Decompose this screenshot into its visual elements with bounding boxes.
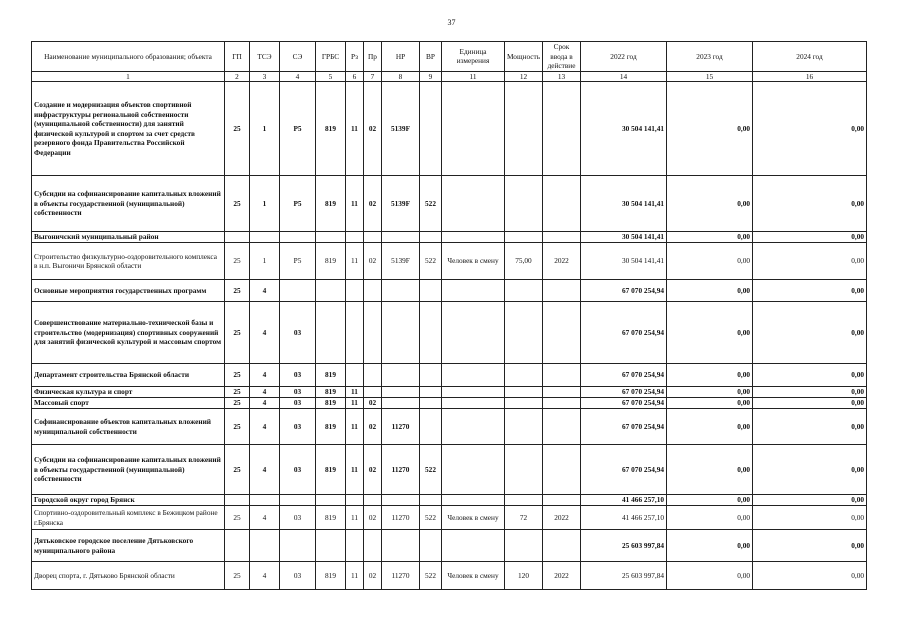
vr-cell bbox=[420, 387, 442, 398]
table-row bbox=[32, 82, 867, 176]
rz-cell bbox=[346, 530, 364, 562]
amount-2024-cell: 0,00 bbox=[753, 243, 867, 280]
column-number: 9 bbox=[420, 71, 442, 82]
amount-2024-cell: 0,00 bbox=[753, 280, 867, 302]
amount-2022-cell: 25 603 997,84 bbox=[581, 562, 667, 590]
nr-cell bbox=[382, 495, 420, 506]
se-cell: 03 bbox=[280, 409, 316, 445]
se-cell: 03 bbox=[280, 387, 316, 398]
nr-cell: 11270 bbox=[382, 506, 420, 530]
amount-2024-cell: 0,00 bbox=[753, 398, 867, 409]
amount-2024-cell: 0,00 bbox=[753, 495, 867, 506]
table-row bbox=[32, 409, 867, 445]
amount-2023-cell: 0,00 bbox=[667, 243, 753, 280]
table-row bbox=[32, 176, 867, 232]
grbs-cell: 819 bbox=[316, 398, 346, 409]
object-name-cell: Субсидии на софинансирование капитальных вложений в объекты государственной (муниципальной) собственности bbox=[32, 176, 225, 232]
capacity-cell: 75,00 bbox=[505, 243, 543, 280]
rz-cell bbox=[346, 364, 364, 387]
vr-cell bbox=[420, 530, 442, 562]
unit-cell bbox=[442, 530, 505, 562]
gp-cell: 25 bbox=[225, 176, 250, 232]
gp-cell: 25 bbox=[225, 398, 250, 409]
table-row bbox=[32, 445, 867, 495]
amount-2024-cell: 0,00 bbox=[753, 232, 867, 243]
amount-2022-cell: 67 070 254,94 bbox=[581, 387, 667, 398]
amount-2023-cell: 0,00 bbox=[667, 506, 753, 530]
gp-cell: 25 bbox=[225, 280, 250, 302]
object-name-cell: Строительство физкультурно-оздоровительного комплекса в н.п. Выгоничи Брянской области bbox=[32, 243, 225, 280]
commission-year-cell bbox=[543, 409, 581, 445]
amount-2024-cell: 0,00 bbox=[753, 364, 867, 387]
pr-cell: 02 bbox=[364, 409, 382, 445]
column-number: 6 bbox=[346, 71, 364, 82]
amount-2023-cell: 0,00 bbox=[667, 364, 753, 387]
table-row bbox=[32, 364, 867, 387]
capacity-cell bbox=[505, 530, 543, 562]
gp-cell bbox=[225, 530, 250, 562]
unit-cell bbox=[442, 398, 505, 409]
amount-2024-cell: 0,00 bbox=[753, 445, 867, 495]
header-cell: НР bbox=[382, 42, 420, 72]
capacity-cell: 120 bbox=[505, 562, 543, 590]
object-name-cell: Массовый спорт bbox=[32, 398, 225, 409]
se-cell: 03 bbox=[280, 398, 316, 409]
column-number: 11 bbox=[442, 71, 505, 82]
commission-year-cell bbox=[543, 232, 581, 243]
amount-2024-cell: 0,00 bbox=[753, 302, 867, 364]
amount-2022-cell: 30 504 141,41 bbox=[581, 243, 667, 280]
column-number: 7 bbox=[364, 71, 382, 82]
grbs-cell: 819 bbox=[316, 176, 346, 232]
object-name-cell: Дятьковское городское поселение Дятьковского муниципального района bbox=[32, 530, 225, 562]
rz-cell: 11 bbox=[346, 562, 364, 590]
object-name-cell: Департамент строительства Брянской области bbox=[32, 364, 225, 387]
tse-cell: 4 bbox=[250, 445, 280, 495]
amount-2022-cell: 30 504 141,41 bbox=[581, 232, 667, 243]
unit-cell bbox=[442, 409, 505, 445]
grbs-cell bbox=[316, 495, 346, 506]
table-row bbox=[32, 506, 867, 530]
amount-2024-cell: 0,00 bbox=[753, 176, 867, 232]
se-cell bbox=[280, 530, 316, 562]
se-cell: 03 bbox=[280, 562, 316, 590]
se-cell: 03 bbox=[280, 364, 316, 387]
commission-year-cell: 2022 bbox=[543, 243, 581, 280]
amount-2022-cell: 67 070 254,94 bbox=[581, 364, 667, 387]
table-row bbox=[32, 530, 867, 562]
tse-cell: 4 bbox=[250, 364, 280, 387]
commission-year-cell bbox=[543, 445, 581, 495]
grbs-cell: 819 bbox=[316, 243, 346, 280]
commission-year-cell bbox=[543, 530, 581, 562]
se-cell bbox=[280, 495, 316, 506]
header-cell: 2023 год bbox=[667, 42, 753, 72]
column-number: 14 bbox=[581, 71, 667, 82]
unit-cell bbox=[442, 445, 505, 495]
rz-cell bbox=[346, 302, 364, 364]
unit-cell bbox=[442, 176, 505, 232]
capacity-cell bbox=[505, 398, 543, 409]
tse-cell: 1 bbox=[250, 82, 280, 176]
header-cell: Единица измерения bbox=[442, 42, 505, 72]
pr-cell: 02 bbox=[364, 562, 382, 590]
unit-cell: Человек в смену bbox=[442, 562, 505, 590]
amount-2024-cell: 0,00 bbox=[753, 506, 867, 530]
grbs-cell: 819 bbox=[316, 387, 346, 398]
column-number: 15 bbox=[667, 71, 753, 82]
commission-year-cell: 2022 bbox=[543, 506, 581, 530]
header-cell: ТСЭ bbox=[250, 42, 280, 72]
commission-year-cell bbox=[543, 302, 581, 364]
tse-cell: 1 bbox=[250, 243, 280, 280]
tse-cell bbox=[250, 495, 280, 506]
vr-cell: 522 bbox=[420, 506, 442, 530]
budget-table bbox=[31, 41, 867, 590]
pr-cell bbox=[364, 232, 382, 243]
column-number: 1 bbox=[32, 71, 225, 82]
object-name-cell: Совершенствование материально-технической базы и строительство (модернизация) спортивных сооружений для занятий физической культурой и массовым спортом bbox=[32, 302, 225, 364]
header-cell: Рз bbox=[346, 42, 364, 72]
pr-cell bbox=[364, 530, 382, 562]
vr-cell: 522 bbox=[420, 243, 442, 280]
table-row bbox=[32, 302, 867, 364]
header-cell: 2024 год bbox=[753, 42, 867, 72]
tse-cell bbox=[250, 530, 280, 562]
commission-year-cell bbox=[543, 280, 581, 302]
object-name-cell: Спортивно-оздоровительный комплекс в Бежицком районе г.Брянска bbox=[32, 506, 225, 530]
column-number: 8 bbox=[382, 71, 420, 82]
unit-cell: Человек в смену bbox=[442, 243, 505, 280]
amount-2024-cell: 0,00 bbox=[753, 409, 867, 445]
gp-cell: 25 bbox=[225, 387, 250, 398]
capacity-cell bbox=[505, 445, 543, 495]
rz-cell: 11 bbox=[346, 387, 364, 398]
grbs-cell: 819 bbox=[316, 562, 346, 590]
vr-cell: 522 bbox=[420, 445, 442, 495]
amount-2023-cell: 0,00 bbox=[667, 562, 753, 590]
vr-cell bbox=[420, 302, 442, 364]
grbs-cell: 819 bbox=[316, 82, 346, 176]
commission-year-cell bbox=[543, 398, 581, 409]
nr-cell bbox=[382, 364, 420, 387]
nr-cell bbox=[382, 280, 420, 302]
rz-cell bbox=[346, 495, 364, 506]
vr-cell bbox=[420, 495, 442, 506]
gp-cell bbox=[225, 232, 250, 243]
capacity-cell bbox=[505, 364, 543, 387]
nr-cell: 11270 bbox=[382, 445, 420, 495]
unit-cell bbox=[442, 82, 505, 176]
capacity-cell: 72 bbox=[505, 506, 543, 530]
amount-2023-cell: 0,00 bbox=[667, 387, 753, 398]
commission-year-cell bbox=[543, 82, 581, 176]
column-number: 13 bbox=[543, 71, 581, 82]
capacity-cell bbox=[505, 495, 543, 506]
se-cell bbox=[280, 280, 316, 302]
amount-2023-cell: 0,00 bbox=[667, 176, 753, 232]
amount-2023-cell: 0,00 bbox=[667, 82, 753, 176]
rz-cell bbox=[346, 280, 364, 302]
page-number: 37 bbox=[447, 18, 456, 27]
nr-cell bbox=[382, 398, 420, 409]
tse-cell: 4 bbox=[250, 387, 280, 398]
tse-cell: 4 bbox=[250, 302, 280, 364]
nr-cell bbox=[382, 232, 420, 243]
header-cell: Наименование муниципального образования; объекта bbox=[32, 42, 225, 72]
amount-2023-cell: 0,00 bbox=[667, 398, 753, 409]
header-cell: ВР bbox=[420, 42, 442, 72]
nr-cell: 11270 bbox=[382, 409, 420, 445]
rz-cell: 11 bbox=[346, 82, 364, 176]
amount-2023-cell: 0,00 bbox=[667, 232, 753, 243]
grbs-cell: 819 bbox=[316, 364, 346, 387]
amount-2022-cell: 30 504 141,41 bbox=[581, 82, 667, 176]
table-row bbox=[32, 495, 867, 506]
table-row bbox=[32, 232, 867, 243]
se-cell: P5 bbox=[280, 82, 316, 176]
gp-cell: 25 bbox=[225, 243, 250, 280]
object-name-cell: Физическая культура и спорт bbox=[32, 387, 225, 398]
se-cell: P5 bbox=[280, 243, 316, 280]
capacity-cell bbox=[505, 82, 543, 176]
pr-cell bbox=[364, 495, 382, 506]
amount-2022-cell: 41 466 257,10 bbox=[581, 506, 667, 530]
unit-cell bbox=[442, 232, 505, 243]
object-name-cell: Городской округ город Брянск bbox=[32, 495, 225, 506]
amount-2022-cell: 41 466 257,10 bbox=[581, 495, 667, 506]
column-number: 2 bbox=[225, 71, 250, 82]
vr-cell bbox=[420, 232, 442, 243]
nr-cell: 5139F bbox=[382, 176, 420, 232]
amount-2024-cell: 0,00 bbox=[753, 530, 867, 562]
unit-cell bbox=[442, 495, 505, 506]
grbs-cell: 819 bbox=[316, 506, 346, 530]
object-name-cell: Субсидии на софинансирование капитальных вложений в объекты государственной (муниципальной) собственности bbox=[32, 445, 225, 495]
rz-cell: 11 bbox=[346, 506, 364, 530]
amount-2023-cell: 0,00 bbox=[667, 280, 753, 302]
pr-cell bbox=[364, 302, 382, 364]
capacity-cell bbox=[505, 409, 543, 445]
commission-year-cell bbox=[543, 387, 581, 398]
nr-cell bbox=[382, 302, 420, 364]
header-cell: ГРБС bbox=[316, 42, 346, 72]
pr-cell bbox=[364, 364, 382, 387]
amount-2024-cell: 0,00 bbox=[753, 82, 867, 176]
nr-cell: 5139F bbox=[382, 82, 420, 176]
column-number: 5 bbox=[316, 71, 346, 82]
tse-cell: 4 bbox=[250, 409, 280, 445]
header-cell: Срок ввода в действие bbox=[543, 42, 581, 72]
commission-year-cell bbox=[543, 495, 581, 506]
gp-cell: 25 bbox=[225, 506, 250, 530]
object-name-cell: Основные мероприятия государственных программ bbox=[32, 280, 225, 302]
grbs-cell bbox=[316, 302, 346, 364]
capacity-cell bbox=[505, 280, 543, 302]
table-row bbox=[32, 387, 867, 398]
unit-cell bbox=[442, 364, 505, 387]
tse-cell: 4 bbox=[250, 398, 280, 409]
se-cell bbox=[280, 232, 316, 243]
tse-cell: 4 bbox=[250, 280, 280, 302]
rz-cell bbox=[346, 232, 364, 243]
rz-cell: 11 bbox=[346, 409, 364, 445]
unit-cell: Человек в смену bbox=[442, 506, 505, 530]
unit-cell bbox=[442, 302, 505, 364]
pr-cell: 02 bbox=[364, 243, 382, 280]
amount-2023-cell: 0,00 bbox=[667, 445, 753, 495]
column-number: 3 bbox=[250, 71, 280, 82]
tse-cell bbox=[250, 232, 280, 243]
nr-cell: 11270 bbox=[382, 562, 420, 590]
column-number-row bbox=[32, 71, 867, 82]
pr-cell: 02 bbox=[364, 506, 382, 530]
se-cell: 03 bbox=[280, 445, 316, 495]
column-number: 16 bbox=[753, 71, 867, 82]
pr-cell bbox=[364, 280, 382, 302]
gp-cell: 25 bbox=[225, 562, 250, 590]
vr-cell bbox=[420, 82, 442, 176]
commission-year-cell: 2022 bbox=[543, 562, 581, 590]
amount-2022-cell: 67 070 254,94 bbox=[581, 280, 667, 302]
capacity-cell bbox=[505, 302, 543, 364]
table-body bbox=[32, 82, 867, 590]
header-cell: ГП bbox=[225, 42, 250, 72]
vr-cell bbox=[420, 364, 442, 387]
pr-cell: 02 bbox=[364, 82, 382, 176]
rz-cell: 11 bbox=[346, 398, 364, 409]
header-row bbox=[32, 42, 867, 72]
amount-2022-cell: 67 070 254,94 bbox=[581, 398, 667, 409]
pr-cell: 02 bbox=[364, 398, 382, 409]
unit-cell bbox=[442, 387, 505, 398]
nr-cell bbox=[382, 387, 420, 398]
gp-cell: 25 bbox=[225, 82, 250, 176]
column-number: 4 bbox=[280, 71, 316, 82]
header-cell: СЭ bbox=[280, 42, 316, 72]
table-row bbox=[32, 562, 867, 590]
amount-2023-cell: 0,00 bbox=[667, 302, 753, 364]
amount-2022-cell: 67 070 254,94 bbox=[581, 409, 667, 445]
amount-2024-cell: 0,00 bbox=[753, 562, 867, 590]
vr-cell: 522 bbox=[420, 176, 442, 232]
grbs-cell bbox=[316, 280, 346, 302]
table-row bbox=[32, 243, 867, 280]
gp-cell: 25 bbox=[225, 409, 250, 445]
table-row bbox=[32, 280, 867, 302]
commission-year-cell bbox=[543, 176, 581, 232]
pr-cell: 02 bbox=[364, 445, 382, 495]
vr-cell bbox=[420, 409, 442, 445]
gp-cell: 25 bbox=[225, 445, 250, 495]
header-cell: Мощность bbox=[505, 42, 543, 72]
tse-cell: 4 bbox=[250, 562, 280, 590]
amount-2022-cell: 30 504 141,41 bbox=[581, 176, 667, 232]
capacity-cell bbox=[505, 176, 543, 232]
nr-cell bbox=[382, 530, 420, 562]
column-number: 12 bbox=[505, 71, 543, 82]
vr-cell bbox=[420, 398, 442, 409]
se-cell: 03 bbox=[280, 302, 316, 364]
capacity-cell bbox=[505, 232, 543, 243]
gp-cell: 25 bbox=[225, 302, 250, 364]
se-cell: P5 bbox=[280, 176, 316, 232]
object-name-cell: Создание и модернизация объектов спортивной инфраструктуры региональной собственности (муниципальной собственности) для занятий физической культурой и спортом за счет средств резервного фонда Правительства Российской Федерации bbox=[32, 82, 225, 176]
grbs-cell: 819 bbox=[316, 409, 346, 445]
vr-cell: 522 bbox=[420, 562, 442, 590]
commission-year-cell bbox=[543, 364, 581, 387]
gp-cell: 25 bbox=[225, 364, 250, 387]
pr-cell bbox=[364, 387, 382, 398]
amount-2023-cell: 0,00 bbox=[667, 530, 753, 562]
amount-2023-cell: 0,00 bbox=[667, 495, 753, 506]
capacity-cell bbox=[505, 387, 543, 398]
header-cell: 2022 год bbox=[581, 42, 667, 72]
object-name-cell: Дворец спорта, г. Дятьково Брянской области bbox=[32, 562, 225, 590]
grbs-cell bbox=[316, 530, 346, 562]
nr-cell: 5139F bbox=[382, 243, 420, 280]
amount-2022-cell: 25 603 997,84 bbox=[581, 530, 667, 562]
table-row bbox=[32, 398, 867, 409]
object-name-cell: Софинансирование объектов капитальных вложений муниципальной собственности bbox=[32, 409, 225, 445]
object-name-cell: Выгоничский муниципальный район bbox=[32, 232, 225, 243]
amount-2022-cell: 67 070 254,94 bbox=[581, 445, 667, 495]
rz-cell: 11 bbox=[346, 243, 364, 280]
pr-cell: 02 bbox=[364, 176, 382, 232]
gp-cell bbox=[225, 495, 250, 506]
unit-cell bbox=[442, 280, 505, 302]
grbs-cell: 819 bbox=[316, 445, 346, 495]
amount-2022-cell: 67 070 254,94 bbox=[581, 302, 667, 364]
grbs-cell bbox=[316, 232, 346, 243]
amount-2024-cell: 0,00 bbox=[753, 387, 867, 398]
tse-cell: 4 bbox=[250, 506, 280, 530]
rz-cell: 11 bbox=[346, 176, 364, 232]
header-cell: Пр bbox=[364, 42, 382, 72]
tse-cell: 1 bbox=[250, 176, 280, 232]
amount-2023-cell: 0,00 bbox=[667, 409, 753, 445]
vr-cell bbox=[420, 280, 442, 302]
rz-cell: 11 bbox=[346, 445, 364, 495]
se-cell: 03 bbox=[280, 506, 316, 530]
